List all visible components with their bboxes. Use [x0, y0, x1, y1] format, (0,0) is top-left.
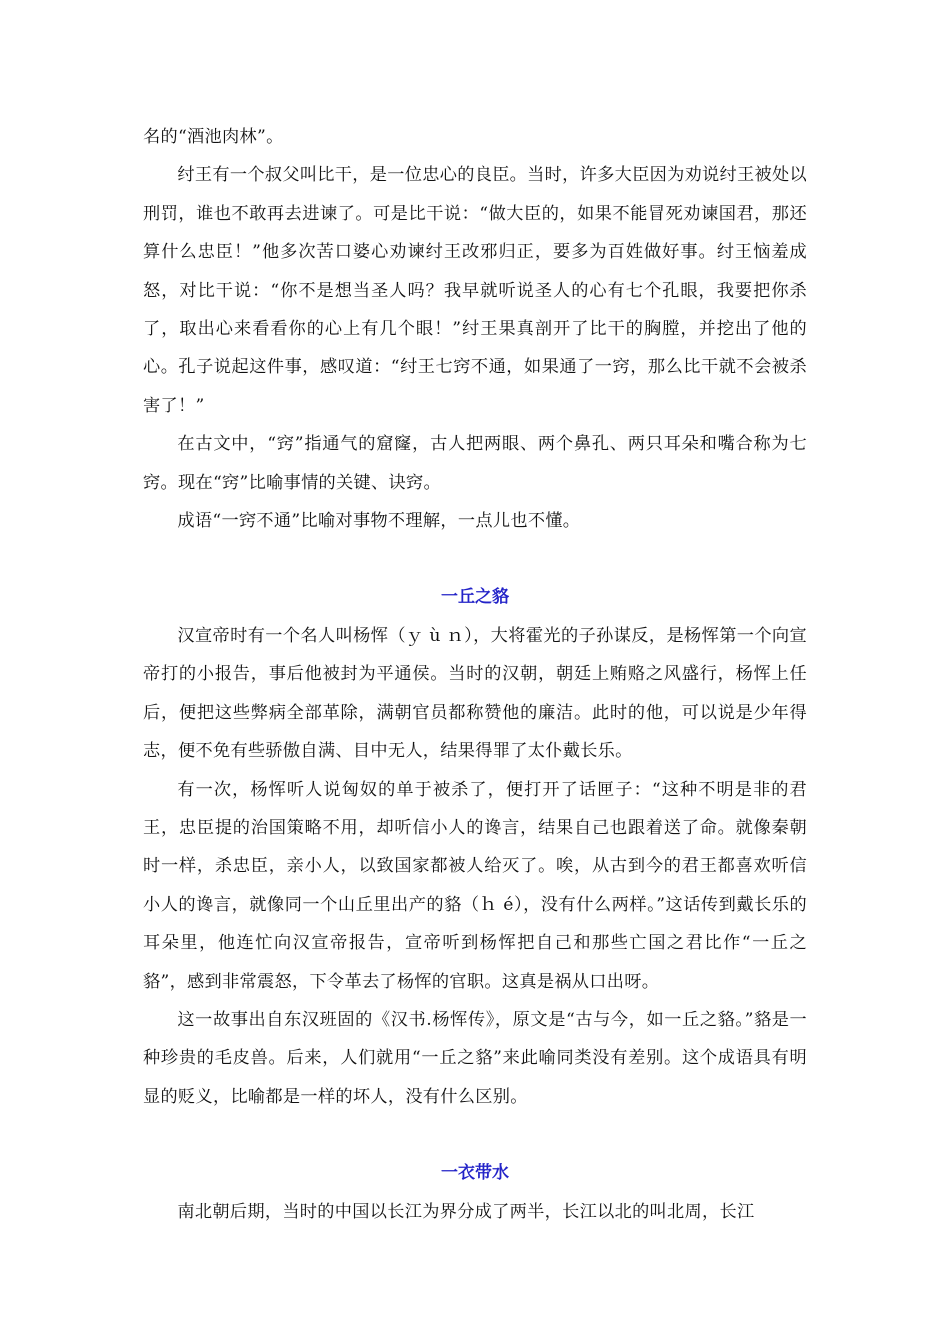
paragraph: 有一次，杨恽听人说匈奴的单于被杀了，便打开了话匣子：“这种不明是非的君王，忠臣提的治国策略不用，却听信小人的谗言，结果自己也跟着送了命。就像秦朝时一样，杀忠臣，亲小人，以致国家都被人给灭了。唉，从古到今的君王都喜欢听信小人的谗言，就像同一个山丘里出产的貉（ｈ é），没有什么两样。”这话传到戴长乐的耳朵里，他连忙向汉宣帝报告，宣帝听到杨恽把自己和那些亡国之君比作“一丘之貉”，感到非常震怒，下令革去了杨恽的官职。这真是祸从口出呀。 [143, 779, 807, 992]
paragraph: 名的“酒池肉林”。 [143, 127, 284, 147]
section-title: 一衣带水 [441, 1163, 509, 1184]
section-title: 一丘之貉 [441, 587, 509, 608]
paragraph: 南北朝后期，当时的中国以长江为界分成了两半，长江以北的叫北周，长江 [177, 1201, 755, 1222]
section-gap [143, 540, 807, 578]
document-page [143, 118, 807, 1231]
section-gap [143, 1116, 807, 1154]
paragraph: 汉宣帝时有一个名人叫杨恽（ｙ ù ｎ），大将霍光的子孙谋反，是杨恽第一个向宣帝打的小报告，事后他被封为平通侯。当时的汉朝，朝廷上贿赂之风盛行，杨恽上任后，便把这些弊病全部革除，满朝官员都称赞他的廉洁。此时的他，可以说是少年得志，便不免有些骄傲自满、目中无人，结果得罪了太仆戴长乐。 [143, 625, 807, 762]
paragraph: 纣王有一个叔父叫比干，是一位忠心的良臣。当时，许多大臣因为劝说纣王被处以刑罚，谁也不敢再去进谏了。可是比干说：“做大臣的，如果不能冒死劝谏国君，那还算什么忠臣！”他多次苦口婆心劝谏纣王改邪归正，要多为百姓做好事。纣王恼羞成怒，对比干说：“你不是想当圣人吗？我早就听说圣人的心有七个孔眼，我要把你杀了，取出心来看看你的心上有几个眼！”纣王果真剖开了比干的胸膛，并挖出了他的心。孔子说起这件事，感叹道：“纣王七窍不通，如果通了一窍，那么比干就不会被杀害了！” [143, 165, 807, 416]
paragraph: 成语“一窍不通”比喻对事物不理解，一点儿也不懂。 [177, 511, 581, 532]
paragraph: 在古文中，“窍”指通气的窟窿，古人把两眼、两个鼻孔、两只耳朵和嘴合称为七窍。现在“窍”比喻事情的关键、诀窍。 [143, 434, 807, 493]
paragraph: 这一故事出自东汉班固的《汉书.杨恽传》，原文是“古与今，如一丘之貉。”貉是一种珍贵的毛皮兽。后来，人们就用“一丘之貉”来此喻同类没有差别。这个成语具有明显的贬义，比喻都是一样的坏人，没有什么区别。 [143, 1009, 807, 1107]
